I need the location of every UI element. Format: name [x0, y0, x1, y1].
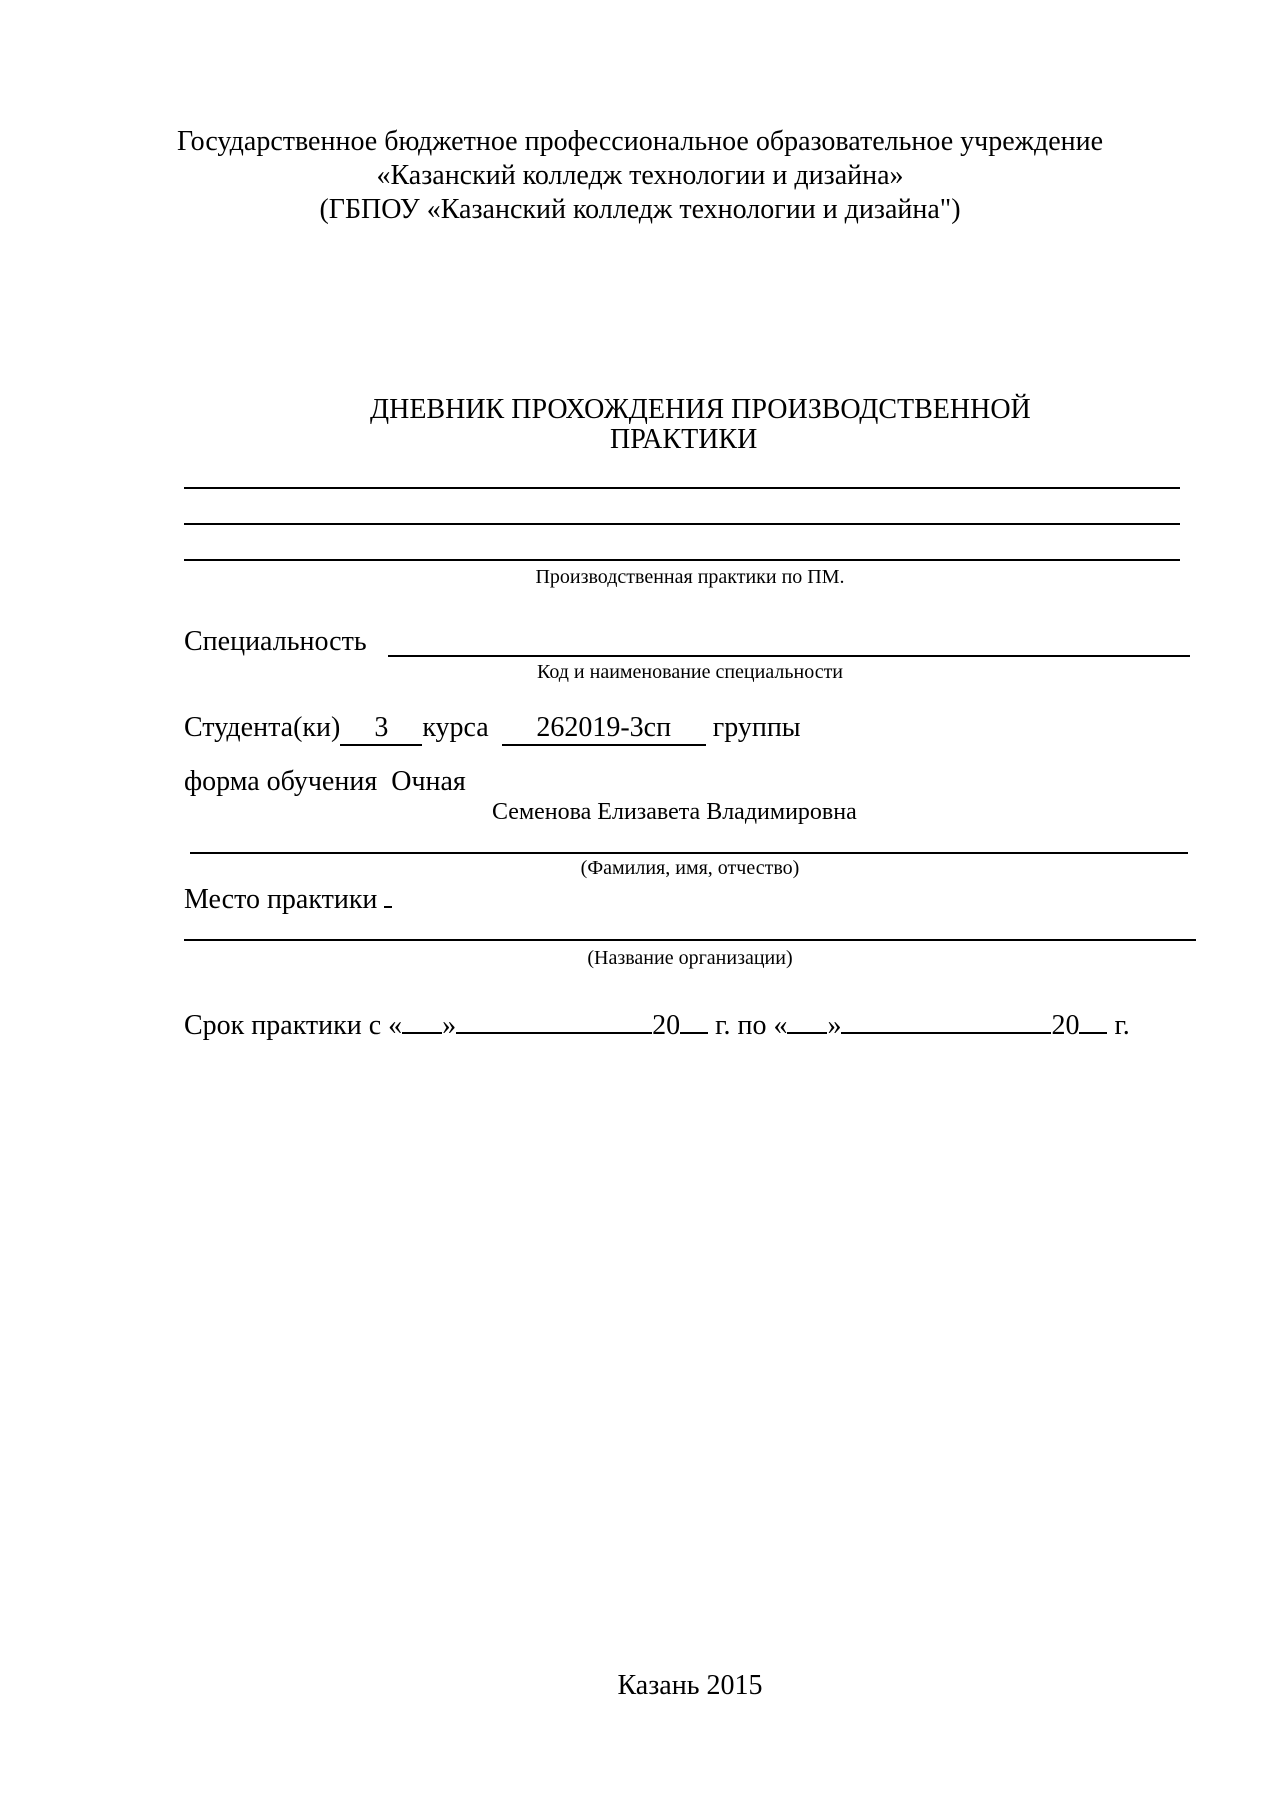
study-form-label: форма обучения — [184, 766, 378, 797]
term-to-label: г. по « — [708, 1010, 788, 1041]
place-label: Место практики — [184, 884, 378, 915]
document-title-line2: ПРАКТИКИ — [610, 424, 758, 455]
course-field[interactable]: 3 — [340, 712, 422, 746]
specialty-caption: Код и наименование специальности — [536, 661, 844, 683]
place-caption: (Название организации) — [587, 947, 793, 969]
blank-line — [184, 559, 1180, 561]
specialty-field[interactable] — [388, 655, 1190, 657]
term-end-year[interactable] — [1079, 1010, 1107, 1034]
term-start-day[interactable] — [402, 1010, 442, 1034]
term-label: Срок практики с « — [184, 1010, 403, 1041]
term-year-suffix: г. — [1107, 1010, 1130, 1041]
term-quote: » — [827, 1010, 842, 1041]
blank-line — [184, 523, 1180, 525]
full-name-caption: (Фамилия, имя, отчество) — [580, 857, 800, 879]
study-form-value[interactable]: Очная — [391, 766, 466, 797]
place-field[interactable] — [184, 939, 1196, 941]
college-abbreviation: (ГБПОУ «Казанский колледж технологии и дизайна") — [319, 194, 961, 225]
student-full-name[interactable]: Семенова Елизавета Владимировна — [492, 799, 857, 825]
term-start-month[interactable] — [456, 1010, 652, 1034]
student-label: Студента(ки) — [184, 712, 341, 743]
college-name: «Казанский колледж технологии и дизайна» — [376, 160, 904, 191]
city-year: Казань 2015 — [617, 1670, 763, 1701]
group-label: группы — [712, 712, 801, 743]
term-end-year-prefix: 20 — [1051, 1010, 1080, 1041]
term-end-month[interactable] — [841, 1010, 1051, 1034]
term-start-year-prefix: 20 — [652, 1010, 681, 1041]
place-short-blank[interactable] — [384, 884, 392, 908]
student-row — [184, 712, 801, 746]
blank-line — [184, 487, 1180, 489]
document-title-line1: ДНЕВНИК ПРОХОЖДЕНИЯ ПРОИЗВОДСТВЕННОЙ — [370, 394, 1031, 425]
term-quote: » — [442, 1010, 457, 1041]
term-end-day[interactable] — [787, 1010, 827, 1034]
practice-caption: Производственная практики по ПМ. — [535, 566, 845, 588]
specialty-label: Специальность — [184, 626, 367, 657]
study-form-row — [184, 766, 466, 798]
course-label: курса — [422, 712, 489, 743]
term-row — [184, 1010, 1130, 1042]
full-name-line — [190, 852, 1188, 854]
term-start-year[interactable] — [680, 1010, 708, 1034]
group-field[interactable]: 262019-3сп — [502, 712, 706, 746]
place-row — [184, 884, 392, 916]
institution-name: Государственное бюджетное профессиональное образовательное учреждение — [176, 126, 1104, 157]
